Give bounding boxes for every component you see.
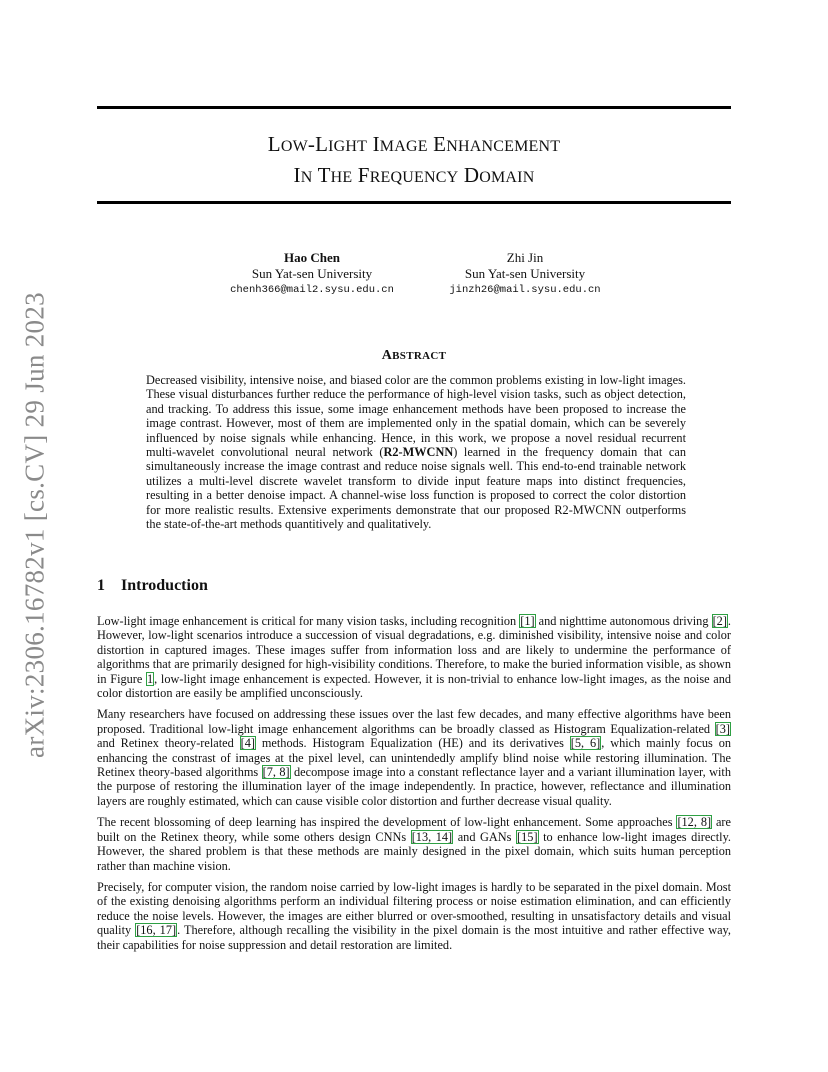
paragraph-1 xyxy=(97,614,731,700)
title-line-2: IN THE FREQUENCY DOMAIN xyxy=(293,163,535,187)
author-block-1 xyxy=(212,250,412,298)
citation-link[interactable]: 1 xyxy=(147,671,154,686)
abstract-text-1: Decreased visibility, intensive noise, and biased color are the common problems existing in low-light images. These visual disturbances further reduce the performance of high-level vision tasks, such as object detection, and tracking. To address this issue, some image enhancement methods have been proposed to increase the image contrast. However, most of them are implemented only in the spatial domain, which can be severely influenced by noise signals while enhancing. Hence, in this work, we propose a novel residual recurrent multi-wavelet convolutional neural network ( xyxy=(146,373,686,460)
abstract-body xyxy=(146,373,686,531)
title-rule-top xyxy=(97,106,731,109)
citation-link[interactable]: [4] xyxy=(240,736,255,751)
abstract-heading: ABSTRACT xyxy=(381,348,447,363)
paragraph-text: and GANs xyxy=(453,829,517,844)
introduction-body xyxy=(97,614,731,959)
paragraph-text: to enhance low-light images directly. However, the shared problem is that these methods are mainly designed in the pixel domain, which suits human perception rather than machine vision. xyxy=(97,829,731,873)
paragraph-text: Precisely, for computer vision, the random noise carried by low-light images is hardly to be separated in the pixel domain. Most of the existing denoising algorithms perform an individual filtering process or noise estimation elimination, and can efficiently reduce the noise levels. However, the images are either blurred or over-smoothed, resulting in unsatisfactory details and visual quality xyxy=(97,879,731,938)
title-rule-bottom xyxy=(97,201,731,204)
author-name: Zhi Jin xyxy=(506,250,544,265)
paragraph-text: and Retinex theory-related xyxy=(97,736,240,751)
paragraph-text: are built on the Retinex theory, while some others design CNNs xyxy=(97,815,731,844)
citation-link[interactable]: [13, 14] xyxy=(411,829,453,844)
paragraph-text: Low-light image enhancement is critical for many vision tasks, including recognition xyxy=(97,614,520,628)
author-name: Hao Chen xyxy=(284,250,340,265)
author-block-2 xyxy=(425,250,625,298)
paragraph-text: Many researchers have focused on addressing these issues over the last few decades, and many effective algorithms have been proposed. Traditional low-light image enhancement algorithms can be broadly classed as Histogram Equalization-related xyxy=(97,707,731,736)
paragraph-2 xyxy=(97,707,731,808)
author-email[interactable]: chenh366@mail2.sysu.edu.cn xyxy=(230,284,394,296)
paragraph-3 xyxy=(97,815,731,873)
arxiv-identifier-text: arXiv:2306.16782v1 [cs.CV] 29 Jun 2023 xyxy=(19,292,50,758)
paragraph-text: , which mainly focus on enhancing the constrast of images at the pixel level, can unintendedly amplify blind noise while restoring illumination. The Retinex theory-based algorithms xyxy=(97,736,731,780)
paragraph-4 xyxy=(97,880,731,952)
paragraph-text: decompose image into a constant reflectance layer and a variant illumination layer, with the purpose of restoring the illumination layer of the image independently. In practice, however, reflectance and illumination layers are roughly estimated, which can cause visible color distortion and further decrease visual quality. xyxy=(97,765,731,808)
citation-link[interactable]: [1] xyxy=(520,614,535,628)
section-title: Introduction xyxy=(121,577,208,594)
citation-link[interactable]: [5, 6] xyxy=(570,736,601,751)
citation-link[interactable]: [2] xyxy=(712,614,727,628)
title-line-1: LOW-LIGHT IMAGE ENHANCEMENT xyxy=(267,132,561,156)
paper-title xyxy=(97,130,731,192)
citation-link[interactable]: [3] xyxy=(715,721,730,736)
author-affiliation: Sun Yat-sen University xyxy=(251,266,373,281)
abstract-text-2: ) learned in the frequency domain that can simultaneously increase the image contrast and reduce noise signals well. This end-to-end trainable network utilizes a multi-level discrete wavelet transform to divide input feature maps into distinct frequencies, resulting in a better denoise impact. A channel-wise loss function is proposed to correct the color distortion for more realistic results. Extensive experiments demonstrate that our proposed R2-MWCNN outperforms the state-of-the-art methods quantitively and qualitatively. xyxy=(146,445,686,532)
arxiv-identifier xyxy=(20,290,50,760)
author-affiliation: Sun Yat-sen University xyxy=(464,266,586,281)
paragraph-text: The recent blossoming of deep learning has inspired the development of low-light enhancement. Some approaches xyxy=(97,815,677,830)
paragraph-text: and nighttime autonomous driving xyxy=(535,614,712,628)
citation-link[interactable]: [7, 8] xyxy=(262,765,290,780)
citation-link[interactable]: [15] xyxy=(517,829,538,844)
section-number: 1 xyxy=(97,577,105,594)
paragraph-text: , low-light image enhancement is expected. However, it is non-trivial to enhance low-light images, as the noise and color distortion are easily be amplified unconsciously. xyxy=(97,671,731,701)
paragraph-text: . However, low-light scenarios introduce a succession of visual degradations, e.g. diminished visibility, intensive noise and color distortion in captured images. These images suffer from information loss and are likely to undermine the performance of algorithms that are primarily designed for high-visibility conditions. Therefore, to make the buried information visible, as shown in Figure xyxy=(97,614,731,686)
model-name: R2-MWCNN xyxy=(383,445,454,460)
section-heading xyxy=(97,577,208,595)
citation-link[interactable]: [16, 17] xyxy=(136,923,177,938)
citation-link[interactable]: [12, 8] xyxy=(677,815,712,830)
paragraph-text: methods. Histogram Equalization (HE) and its derivatives xyxy=(255,736,570,751)
paragraph-text: . Therefore, although recalling the visibility in the pixel domain is the most intuitive and rather effective way, their capabilities for noise suppression and detail restoration are limited. xyxy=(97,923,731,952)
author-email[interactable]: jinzh26@mail.sysu.edu.cn xyxy=(449,284,601,296)
